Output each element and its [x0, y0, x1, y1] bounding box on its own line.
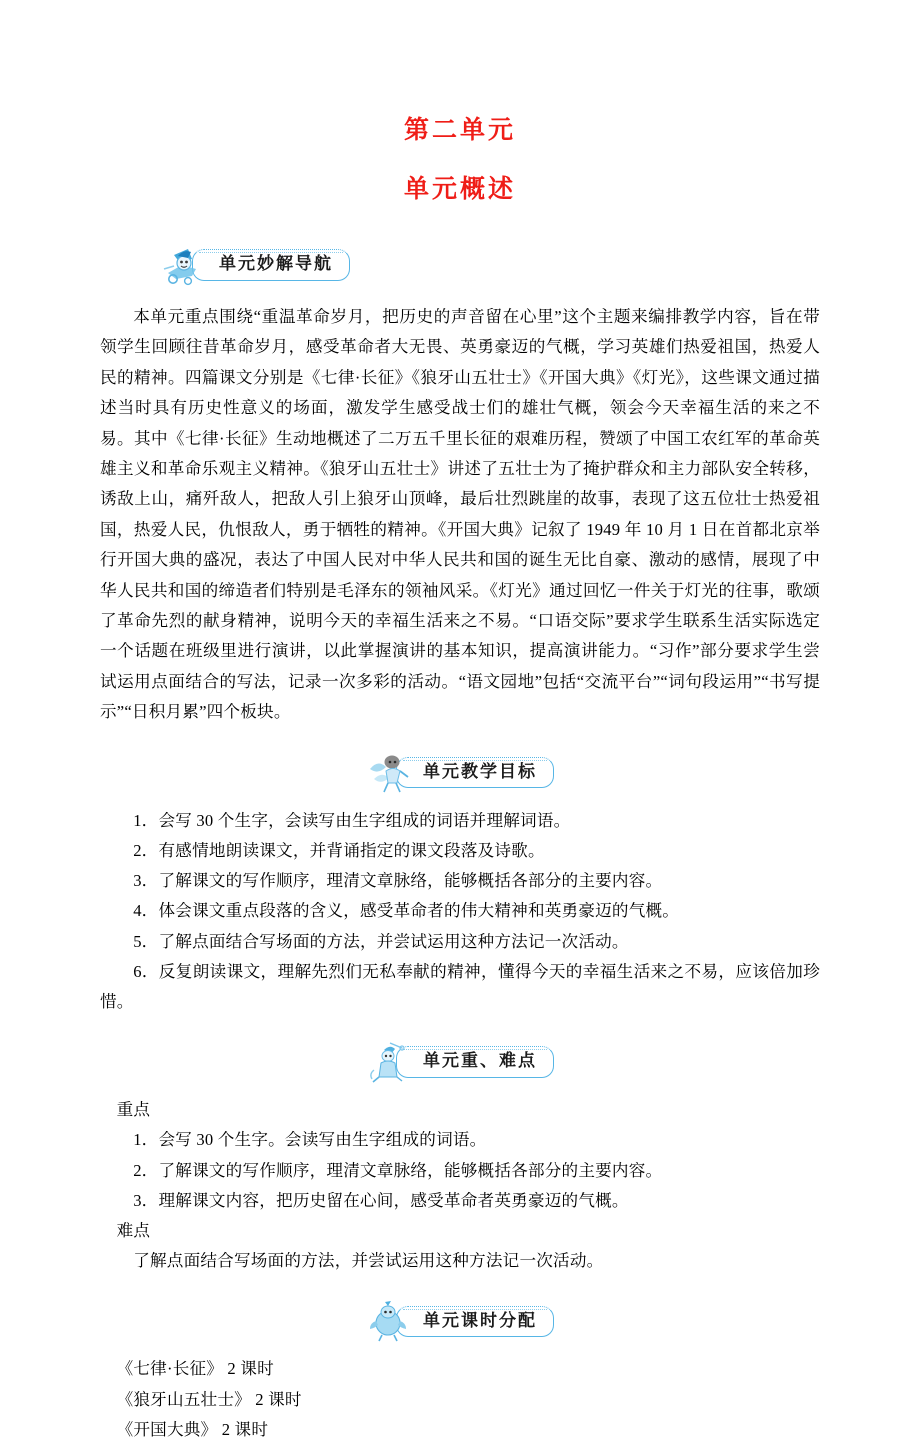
badge-pill-objectives — [396, 757, 554, 788]
badge-pill-keypoints — [396, 1046, 554, 1077]
section-header-allocation — [100, 1298, 820, 1344]
page-title-main: 第二单元 — [403, 117, 516, 144]
navigation-paragraph: 本单元重点围绕“重温革命岁月，把历史的声音留在心里”这个主题来编排教学内容，旨在带领学生回顾往昔革命岁月，感受革命者大无畏、英勇豪迈的气概，学习英雄们热爱祖国，热爱人民的精神。四篇课文分别是《七律·长征》《狼牙山五壮士》《开国大典》《灯光》，这些课文通过描述当时具有历史性意义的场面，激发学生感受战士们的雄壮气概，领会今天幸福生活的来之不易。其中《七律·长征》生动地概述了二万五千里长征的艰难历程，赞颂了中国工农红军的革命英雄主义和革命乐观主义精神。《狼牙山五壮士》讲述了五壮士为了掩护群众和主力部队安全转移，诱敌上山，痛歼敌人，把敌人引上狼牙山顶峰，最后壮烈跳崖的故事，表现了这五位壮士热爱祖国，热爱人民，仇恨敌人，勇于牺牲的精神。《开国大典》记叙了 1949 年 10 月 1 日在首都北京举行开国大典的盛况，表达了中国人民对中华人民共和国的诞生无比自豪、激动的感情，展现了中华人民共和国的缔造者们特别是毛泽东的领袖风采。《灯光》通过回忆一件关于灯光的往事，歌颂了革命先烈的献身精神，说明今天的幸福生活来之不易。“口语交际”要求学生联系生活实际选定一个话题在班级里进行演讲，以此掌握演讲的基本知识，提高演讲能力。“习作”部分要求学生尝试运用点面结合的写法，记录一次多彩的活动。“语文园地”包括“交流平台”“词句段运用”“书写提示”“日积月累”四个板块。 — [100, 307, 820, 722]
section-label-objectives: 单元教学目标 — [423, 761, 537, 782]
document-page — [0, 117, 920, 1439]
list-item: 5．了解点面结合写场面的方法，并尝试运用这种方法记一次活动。 — [133, 931, 629, 951]
badge-keypoints — [366, 1040, 554, 1084]
list-item: 《开国大典》 2 课时 — [116, 1419, 269, 1439]
list-item: 2．了解课文的写作顺序，理清文章脉络，能够概括各部分的主要内容。 — [133, 1160, 663, 1180]
allocation-list — [100, 1354, 820, 1445]
list-item: 3．了解课文的写作顺序，理清文章脉络，能够概括各部分的主要内容。 — [133, 871, 663, 891]
badge-navigation — [162, 243, 350, 287]
badge-pill-navigation — [192, 249, 350, 280]
list-item: 6．反复朗读课文，理解先烈们无私奉献的精神，懂得今天的幸福生活来之不易，应该倍加珍惜。 — [100, 961, 820, 1011]
list-item: 4．体会课文重点段落的含义，感受革命者的伟大精神和英勇豪迈的气概。 — [133, 901, 680, 921]
hardpoints-label: 难点 — [116, 1220, 151, 1240]
section-label-keypoints: 单元重、难点 — [423, 1051, 537, 1072]
list-item: 《狼牙山五壮士》 2 课时 — [116, 1389, 302, 1409]
section-header-objectives — [100, 750, 820, 796]
badge-allocation — [366, 1299, 554, 1343]
list-item: 1．会写 30 个生字。会读写由生字组成的词语。 — [133, 1130, 487, 1150]
page-title-sub: 单元概述 — [403, 176, 516, 203]
section-header-navigation — [100, 242, 820, 288]
list-item: 了解点面结合写场面的方法，并尝试运用这种方法记一次活动。 — [133, 1251, 604, 1271]
cartoon-fishing-boy-icon — [366, 1040, 412, 1084]
section-header-keypoints — [100, 1039, 820, 1085]
keypoints-label: 重点 — [116, 1100, 151, 1120]
list-item: 1．会写 30 个生字，会读写由生字组成的词语并理解词语。 — [133, 810, 571, 830]
section-label-navigation: 单元妙解导航 — [219, 254, 333, 275]
list-item: 3．理解课文内容，把历史留在心间，感受革命者英勇豪迈的气概。 — [133, 1190, 629, 1210]
cartoon-airplane-boy-icon — [162, 243, 208, 287]
section-label-allocation: 单元课时分配 — [423, 1310, 537, 1331]
keypoints-block — [100, 1095, 820, 1276]
list-item: 2．有感情地朗读课文，并背诵指定的课文段落及诗歌。 — [133, 840, 545, 860]
objectives-list — [100, 806, 820, 1017]
cartoon-angel-icon — [366, 751, 412, 795]
cartoon-bird-icon — [366, 1299, 412, 1343]
badge-pill-allocation — [396, 1306, 554, 1337]
list-item: 《七律·长征》 2 课时 — [116, 1359, 274, 1379]
badge-objectives — [366, 751, 554, 795]
